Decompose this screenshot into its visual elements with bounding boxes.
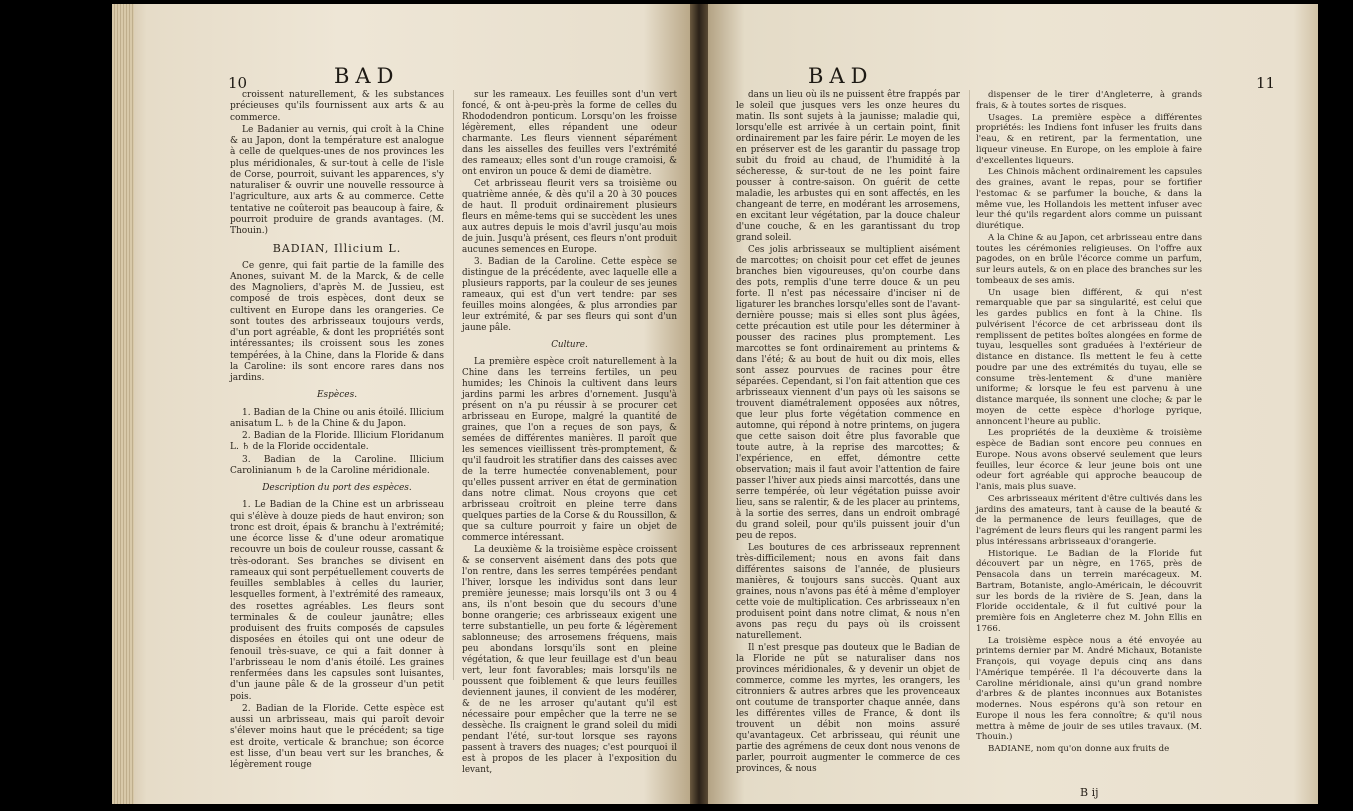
paragraph: La deuxième & la troisième espèce croissent & se conservent aisément dans des pots que l'on rentre, dans les serres tempérées pendant l'hiver, lorsque les individus sont dans leur première jeunesse; mais lorsqu'ils ont 3 ou 4 ans, ils n'ont besoin que du secours d'une bonne orangerie; ces arbrisseaux exigent une terre substantielle, un peu forte & légèrement sablonneuse; des arrosemens fréquens, mais peu abondans lorsqu'ils sont en pleine végétation, & que leur feuillage est d'un beau vert, leur font favorables; mais lorsqu'ils ne poussent que foiblement & que leurs feuilles deviennent jaunes, il convient de les modérer, & de ne les arroser qu'autant qu'il est nécessaire pour empêcher que la terre ne se dessèche. Ils craignent le grand soleil du midi pendant l'été, sur-tout lorsque ses rayons passent à travers des nuages; c'est pourquoi il est à propos de les placer à l'exposition du levant, — [462, 545, 677, 775]
book-gutter — [690, 4, 708, 804]
left-page — [112, 4, 690, 804]
right-page — [708, 4, 1318, 804]
paragraph: dans un lieu où ils ne puissent être frappés par le soleil que jusques vers les onze heures du matin. Ils sont sujets à la jaunisse; maladie qui, lorsqu'elle est arrivée à un certain point, finit ordinairement par les faire périr. Le moyen de les en préserver est de les garantir du passage trop subit du froid au chaud, de l'humidité à la sécheresse, & sur-tout de ne les point faire pousser à contre-saison. On guérit de cette maladie, les arbustes qui en sont affectés, en les changeant de terre, en modérant les arrosemens, en excitant leur végétation, par la douce chaleur d'une couche, & en les garantissant du trop grand soleil. — [736, 90, 960, 243]
paragraph: Ce genre, qui fait partie de la famille des Anones, suivant M. de la Marck, & de celle des Magnoliers, d'après M. de Jussieu, est composé de trois espèces, dont deux se cultivent en Europe dans les orangeries. Ce sont toutes des arbrisseaux toujours verds, d'un port agréable, & dont les propriétés sont intéressantes; ils croissent sous les zones tempérées, à la Chine, dans la Floride & dans la Caroline: ils sont encore rares dans nos jardins. — [230, 260, 444, 383]
paragraph: Un usage bien différent, & qui n'est remarquable que par sa singularité, est celui que les gardes publics en font à la Chine. Ils pulvérisent l'écorce de cet arbrisseau dont ils remplissent de petites boîtes alongées en forme de tuyau, lesquelles sont graduées à l'extérieur de distance en distance. Ils mettent le feu à cette poudre par une des extrémités du tuyau, elle se consume très-lentement & d'une manière uniforme; & lorsque le feu est parvenu à une distance marquée, ils sonnent une cloche; & par le moyen de cette espèce d'horloge pyrique, annoncent l'heure au public. — [976, 287, 1202, 427]
running-head: BAD — [334, 64, 400, 88]
paragraph: Il n'est presque pas douteux que le Badian de la Floride ne pût se naturaliser dans nos provinces méridionales, & y devenir un objet de commerce, comme les myrtes, les orangers, les citronniers & autres arbres que les provenceaux ont coutume de transporter chaque année, dans les différentes villes de France, & dont ils trouvent un débit non moins assuré qu'avantageux. Cet arbrisseau, qui réunit une partie des agrémens de ceux dont nous venons de parler, pourroit augmenter le commerce de ces provinces, & nous — [736, 643, 960, 774]
paragraph: sur les rameaux. Les feuilles sont d'un vert foncé, & ont à-peu-près la forme de celles du Rhododendron ponticum. Lorsqu'on les froisse légèrement, elles répandent une odeur charmante. Les fleurs viennent séparément dans les aisselles des feuilles vers l'extrémité des rameaux; elles sont d'un rouge cramoisi, & ont environ un pouce & demi de diamètre. — [462, 90, 677, 177]
right-column-2 — [976, 90, 1202, 756]
right-column-1 — [736, 90, 960, 776]
page-edges — [112, 4, 134, 804]
paragraph: 1. Le Badian de la Chine est un arbrisseau qui s'élève à douze pieds de haut environ; son tronc est droit, épais & branchu à l'extrémité; une écorce lisse & d'une odeur aromatique recouvre un bois de couleur rousse, cassant & très-odorant. Ses branches se divisent en rameaux qui sont perpétuellement couverts de feuilles semblables à celles du laurier, lesquelles forment, à l'extrémité des rameaux, des rosettes agréables. Les fleurs sont terminales & de couleur jaunâtre; elles produisent des fruits composés de capsules disposées en étoiles qui ont une odeur de fenouil très-suave, ce qui a fait donner à l'arbrisseau le nom d'anis étoilé. Les graines renfermées dans les capsules sont luisantes, d'un jaune pâle & de la grosseur d'un petit pois. — [230, 500, 444, 702]
paragraph: La troisième espèce nous a été envoyée au printems dernier par M. André Michaux, Botaniste François, qui voyage depuis cinq ans dans l'Amérique tempérée. Il l'a découverte dans la Caroline méridionale, ainsi qu'un grand nombre d'arbres & de plantes inconnues aux Botanistes modernes. Nous espérons qu'à son retour en Europe il nous les fera connoître; & qu'il nous mettra à même de jouir de ses utiles travaux. (M. Thouin.) — [976, 635, 1202, 743]
paragraph: Les boutures de ces arbrisseaux reprennent très-difficilement; nous en avons fait dans différentes saisons de l'année, de plusieurs manières, & toujours sans succès. Quant aux graines, nous n'avons pas été à même d'employer cette voie de multiplication. Ces arbrisseaux n'en produisent point dans notre climat, & nous n'en avons pas reçu du pays où ils croissent naturellement. — [736, 543, 960, 641]
column-divider — [969, 90, 970, 680]
paragraph: 3. Badian de la Caroline. Cette espèce se distingue de la précédente, avec laquelle elle a plusieurs rapports, par la couleur de ses jeunes rameaux, qui est d'un vert tendre: par ses feuilles moins alongées, & plus arrondies par leur extrémité, & par ses fleurs qui sont d'un jaune pâle. — [462, 257, 677, 333]
page-number: 10 — [228, 74, 248, 92]
paragraph: Les propriétés de la deuxième & troisième espèce de Badian sont encore peu connues en Europe. Nous avons observé seulement que leurs feuilles, leur écorce & leur jeune bois ont une odeur fort agréable qui approche beaucoup de l'anis, mais plus suave. — [976, 428, 1202, 492]
paragraph: Culture. — [551, 340, 588, 350]
left-column-2 — [462, 90, 677, 777]
paragraph: 1. Badian de la Chine ou anis étoilé. Illicium anisatum L. ♄ de la Chine & du Japon. — [230, 407, 444, 429]
paragraph: BADIANE, nom qu'on donne aux fruits de — [988, 744, 1170, 754]
paragraph: Les Chinois mâchent ordinairement les capsules des graines, avant le repas, pour se fortifier l'estomac & se parfumer la bouche, & dans la même vue, les Hollandois les mettent infuser avec leur thé qu'ils regardent alors comme un puissant diurétique. — [976, 167, 1202, 231]
paragraph: 2. Badian de la Floride. Illicium Floridanum L. ♄ de la Floride occidentale. — [230, 431, 444, 453]
paragraph: Cet arbrisseau fleurit vers sa troisième ou quatrième année, & dès qu'il a 20 à 30 pouces de haut. Il produit ordinairement plusieurs fleurs en même-tems qui se succèdent les unes aux autres depuis le mois d'avril jusqu'au mois de juin. Jusqu'à présent, ces fleurs n'ont produit aucunes semences en Europe. — [462, 179, 677, 255]
paragraph: Le Badanier au vernis, qui croît à la Chine & au Japon, dont la température est analogue à celle de quelques-unes de nos provinces les plus méridionales, & sur-tout à celle de l'isle de Corse, pourroit, suivant les apparences, s'y naturaliser & ouvrir une nouvelle ressource à l'agriculture, aux arts & au commerce. Cette tentative ne coûteroit pas beaucoup à faire, & pourroit produire de grands avantages. (M. Thouin.) — [230, 124, 444, 236]
running-head: BAD — [808, 64, 874, 88]
paragraph: Historique. Le Badian de la Floride fut découvert par un nègre, en 1765, près de Pensacola dans un terrein marécageux. M. Bartram, Botaniste, anglo-Américain, le découvrit sur les bords de la rivière de S. Jean, dans la Floride occidentale, & il fut cultivé pour la première fois en Angleterre chez M. John Ellis en 1766. — [976, 548, 1202, 634]
paragraph: Description du port des espèces. — [262, 483, 412, 493]
page-number: 11 — [1256, 74, 1276, 92]
open-book — [112, 4, 1318, 804]
left-column-1 — [230, 90, 444, 772]
paragraph: 2. Badian de la Floride. Cette espèce est aussi un arbrisseau, mais qui paroît devoir s'élever moins haut que le précédent; sa tige est droite, verticale & branchue; son écorce est lisse, d'un beau vert sur les branches, & légèrement rouge — [230, 703, 444, 770]
paragraph: A la Chine & au Japon, cet arbrisseau entre dans toutes les cérémonies religieuses. On l'offre aux pagodes, on en brûle l'écorce comme un parfum, sur leurs autels, & on en place des branches sur les tombeaux de ses amis. — [976, 232, 1203, 286]
paragraph: Usages. La première espèce a différentes propriétés: les Indiens font infuser les fruits dans l'eau, & en retirent, par la fermentation, une liqueur vineuse. En Europe, on les emploie à faire d'excellentes liqueurs. — [976, 112, 1202, 166]
paragraph: 3. Badian de la Caroline. Illicium Carolinianum ♄ de la Caroline méridionale. — [230, 454, 444, 476]
column-divider — [453, 90, 454, 680]
signature-mark: B ij — [1080, 786, 1099, 799]
paragraph: BADIAN, Illicium L. — [272, 242, 402, 256]
paragraph: croissent naturellement, & les substances précieuses qu'ils fournissent aux arts & au commerce. — [230, 90, 444, 123]
paragraph: Ces jolis arbrisseaux se multiplient aisément de marcottes; on choisit pour cet effet de jeunes branches bien vigoureuses, qu'on courbe dans des pots, remplis d'une terre douce & un peu forte. Il n'est pas nécessaire d'inciser ni de ligaturer les branches lorsqu'elles sont de l'avant-dernière pousse; mais si elles sont plus âgées, cette précaution est utile pour les déterminer à pousser des racines plus promptement. Les marcottes se font ordinairement au printems & dans l'été; & au bout de huit ou dix mois, elles sont assez pourvues de racines pour être séparées. Cependant, si l'on fait attention que ces arbrisseaux viennent d'un pays où les saisons se trouvent diamétralement opposées aux nôtres, que leur plus forte végétation commence en automne, qui répond à notre printems, on jugera que cette saison doit être plus favorable que toute autre, à la reprise des marcottes; & l'expérience, en effet, démontre cette observation; mais il faut avoir l'attention de faire passer l'hiver aux pieds ainsi marcottés, dans une serre tempérée, où leur végétation puisse avoir lieu, sans se ralentir, & de les placer au printems, à la sortie des serres, dans un endroit ombragé du grand soleil, pour qu'ils puissent jouir d'un peu de repos. — [736, 245, 960, 541]
paragraph: Ces arbrisseaux méritent d'être cultivés dans les jardins des amateurs, tant à cause de la beauté & de la permanence de leurs feuillages, que de l'agrément de leurs fleurs qui les rangent parmi les plus intéressans arbrisseaux d'orangerie. — [976, 493, 1202, 547]
paragraph: dispenser de le tirer d'Angleterre, à grands frais, & à toutes sortes de risques. — [976, 90, 1202, 111]
paragraph: Espèces. — [316, 390, 358, 401]
paragraph: La première espèce croît naturellement à la Chine dans les terreins fertiles, un peu humides; les Chinois la cultivent dans leurs jardins parmi les arbres d'ornement. Jusqu'à présent on n'a pu réussir à se procurer cet arbrisseau en Europe, malgré la quantité de graines, que l'on a reçues de son pays, & semées de différentes manières. Il paroît que les semences vieillissent très-promptement, & qu'il faudroit les stratifier dans des caisses avec de la terre humectée convenablement, pour qu'elles pussent arriver en état de germination dans notre climat. Nous croyons que cet arbrisseau croîtroit en pleine terre dans quelques parties de la Corse & du Roussillon, & que sa culture pourroit y faire un objet de commerce intéressant. — [462, 357, 677, 543]
